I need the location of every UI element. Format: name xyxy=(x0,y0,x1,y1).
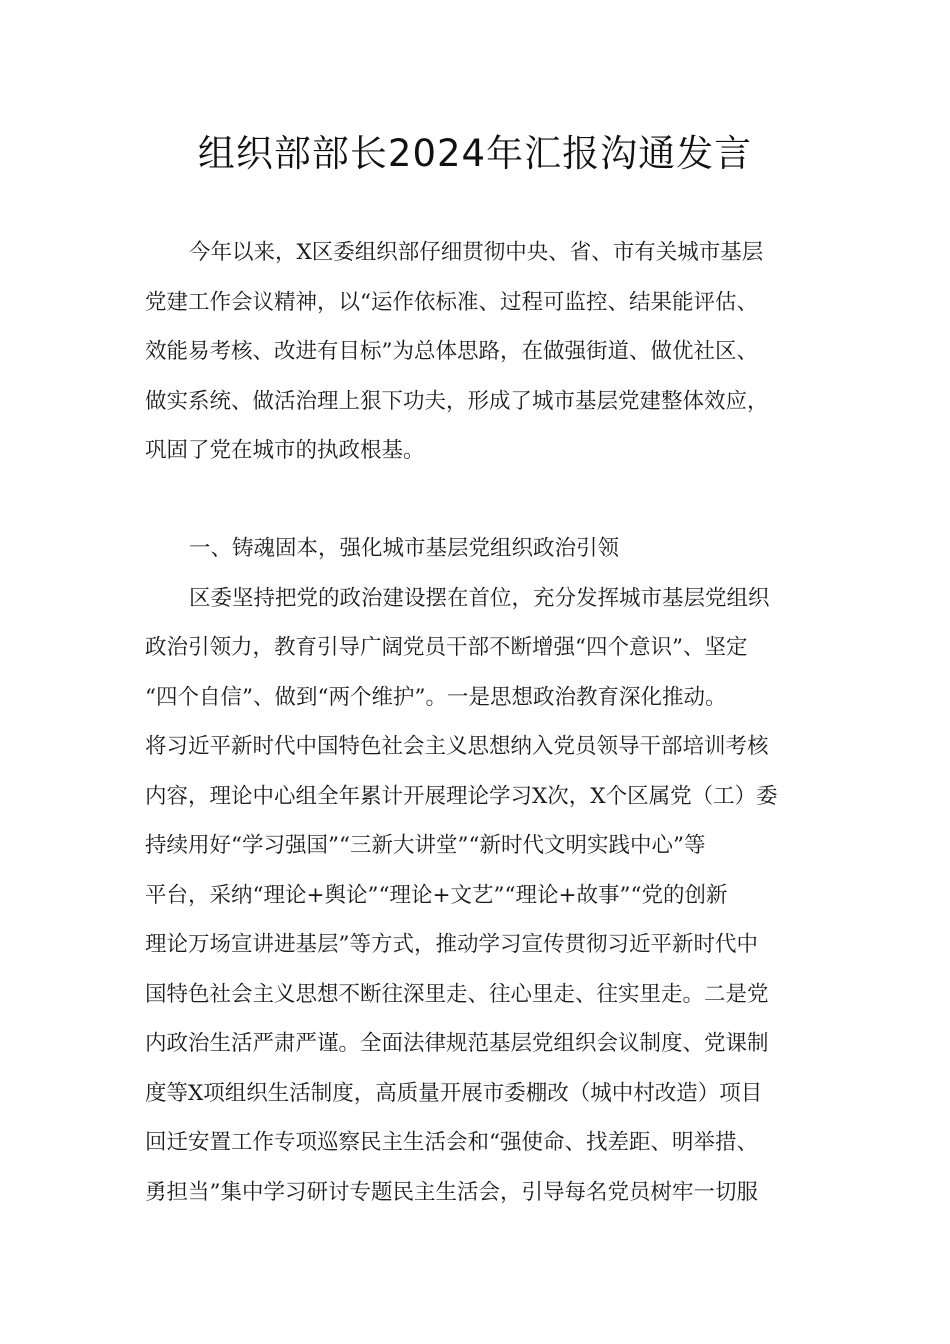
document-title: 组织部部长2024年汇报沟通发言 xyxy=(197,132,753,175)
paragraph-line: 巩固了党在城市的执政根基。 xyxy=(145,438,425,463)
paragraph-line: 内容，理论中心组全年累计开展理论学习X次，X个区属党（工）委 xyxy=(145,783,778,809)
paragraph-line: “四个自信”、做到“两个维护”。一是思想政治教育深化推动。 xyxy=(145,684,727,710)
paragraph-line: 平台，采纳“理论+舆论”“理论+文艺”“理论+故事”“党的创新 xyxy=(145,882,728,908)
paragraph-line: 效能易考核、改进有目标”为总体思路，在做强街道、做优社区、 xyxy=(145,339,758,364)
paragraph-line: 理论万场宣讲进基层”等方式，推动学习宣传贯彻习近平新时代中 xyxy=(145,932,758,957)
paragraph-line: 区委坚持把党的政治建设摆在首位，充分发挥城市基层党组织 xyxy=(189,585,770,611)
paragraph-line: 内政治生活严肃严谨。全面法律规范基层党组织会议制度、党课制 xyxy=(145,1031,769,1056)
paragraph-line: 国特色社会主义思想不断往深里走、往心里走、往实里走。二是党 xyxy=(145,981,769,1007)
paragraph-line: 勇担当”集中学习研讨专题民主生活会，引导每名党员树牢一切服 xyxy=(145,1179,758,1205)
paragraph-line: 做实系统、做活治理上狠下功夫，形成了城市基层党建整体效应， xyxy=(145,388,769,414)
paragraph-line: 回迁安置工作专项巡察民主生活会和“强使命、找差距、明举措、 xyxy=(145,1130,758,1155)
paragraph-line: 政治引领力，教育引导广阔党员干部不断增强“四个意识”、坚定 xyxy=(145,635,748,660)
paragraph-line: 持续用好“学习强国”“三新大讲堂”“新时代文明实践中心”等 xyxy=(145,833,706,858)
intro-paragraph xyxy=(145,228,815,476)
paragraph-line: 党建工作会议精神，以“运作依标准、过程可监控、结果能评估、 xyxy=(145,289,758,315)
section-one xyxy=(145,524,815,1217)
paragraph-line: 将习近平新时代中国特色社会主义思想纳入党员领导干部培训考核 xyxy=(145,734,769,759)
paragraph-line: 今年以来，X区委组织部仔细贯彻中央、省、市有关城市基层 xyxy=(189,240,764,265)
section-heading: 一、铸魂固本，强化城市基层党组织政治引领 xyxy=(189,536,620,561)
paragraph-line: 度等X项组织生活制度，高质量开展市委棚改（城中村改造）项目 xyxy=(145,1080,763,1106)
